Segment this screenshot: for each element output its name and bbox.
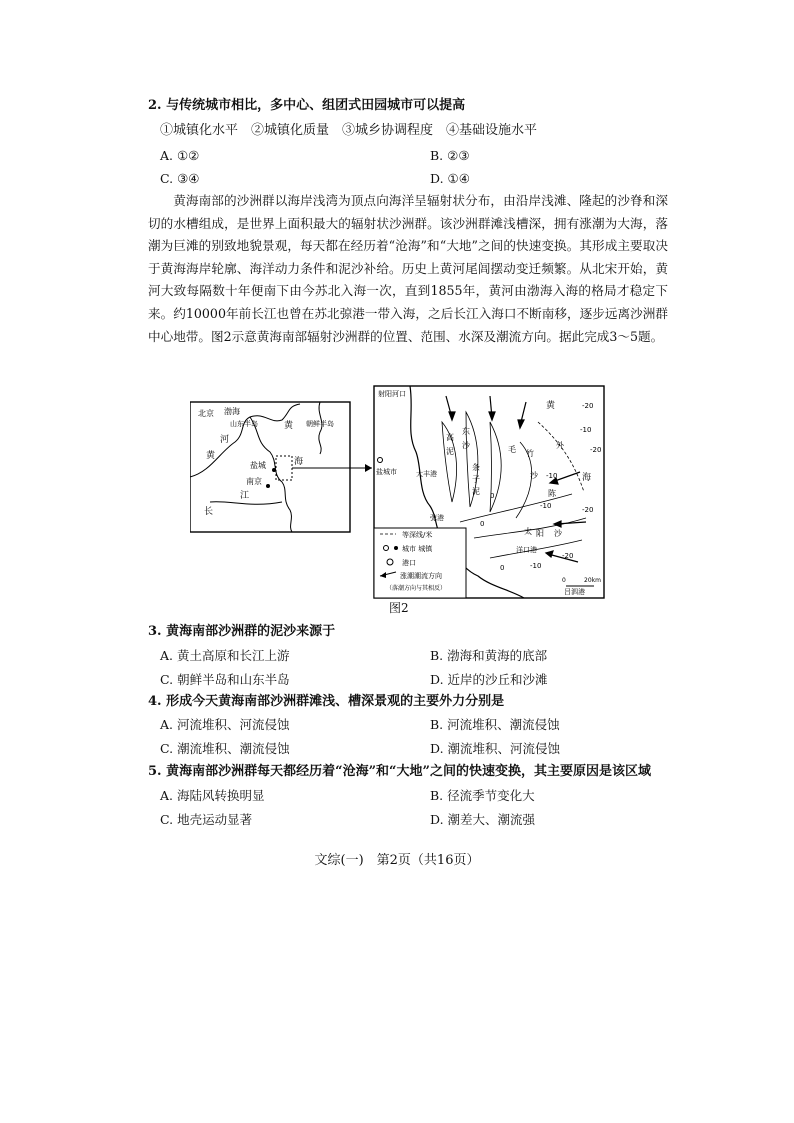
depth-label: 0 bbox=[480, 520, 485, 528]
label-sheyang: 射阳河口 bbox=[378, 390, 406, 398]
label-mao: 毛 bbox=[508, 445, 516, 454]
q4-option-b: B. 河流堆积、潮流侵蚀 bbox=[430, 717, 560, 732]
q3-option-a: A. 黄土高原和长江上游 bbox=[160, 648, 290, 663]
depth-label: -10 bbox=[540, 502, 552, 510]
q3-stem: 3. 黄海南部沙洲群的泥沙来源于 bbox=[148, 624, 336, 639]
inset-label-yellow-river: 黄 bbox=[206, 451, 216, 461]
q5-stem: 5. 黄海南部沙洲群每天都经历着“沧海”和“大地”之间的快速变换，其主要原因是该区域 bbox=[148, 764, 652, 779]
q3-option-d: D. 近岸的沙丘和沙滩 bbox=[430, 672, 548, 687]
depth-label: -20 bbox=[590, 446, 602, 454]
q5-option-a: A. 海陆风转换明显 bbox=[160, 788, 265, 803]
q3-option-b: B. 渤海和黄海的底部 bbox=[430, 648, 548, 663]
q2-items: ①城镇化水平 ②城镇化质量 ③城乡协调程度 ④基础设施水平 bbox=[160, 123, 538, 138]
label-ni: 泥 bbox=[472, 487, 480, 496]
label-ni2: 泥 bbox=[446, 447, 454, 456]
label-lvsi: 吕泗港 bbox=[564, 588, 585, 596]
q2-option-d: D. ①④ bbox=[430, 171, 470, 186]
legend-port: 港口 bbox=[402, 559, 416, 567]
depth-label: -10 bbox=[546, 472, 558, 480]
label-dong: 东 bbox=[462, 427, 470, 436]
label-chen: 陈 bbox=[548, 489, 556, 498]
label-yang: 阳 bbox=[536, 529, 544, 538]
q4-option-c: C. 潮流堆积、潮流侵蚀 bbox=[160, 741, 290, 756]
q4-stem: 4. 形成今天黄海南部沙洲群滩浅、槽深景观的主要外力分别是 bbox=[148, 694, 505, 709]
label-sha2: 沙 bbox=[530, 471, 538, 480]
inset-label-he: 河 bbox=[220, 435, 230, 445]
depth-label: 0 bbox=[490, 492, 495, 500]
label-dafeng: 大丰港 bbox=[416, 470, 437, 478]
main-map bbox=[374, 386, 604, 598]
q5-option-c: C. 地壳运动显著 bbox=[160, 812, 253, 827]
label-sha: 沙 bbox=[462, 441, 470, 450]
label-tiao: 条 bbox=[472, 463, 480, 472]
inset-label-korea: 朝鲜半岛 bbox=[306, 420, 334, 428]
reading-passage: 黄海南部的沙洲群以海岸浅湾为顶点向海洋呈辐射状分布，由沿岸浅滩、隆起的沙脊和深切的水槽组成，是世界上面积最大的辐射状沙洲群。该沙洲群滩浅槽深，拥有涨潮为大海，落潮为巨滩的别致地貌景观，每天都在经历着“沧海”和“大地”之间的快速变换。其形成主要取决于黄海海岸轮廓、海洋动力条件和泥沙补给。历史上黄河尾闾摆动变迁频繁。从北宋开始，黄河大致每隔数十年便南下由今苏北入海一次，直到1855年，黄河由渤海入海的格局才稳定下来。约10000年前长江也曾在苏北弶港一带入海，之后长江入海口不断南移，逐步远离沙洲群中心地带。图2示意黄海南部辐射沙洲群的位置、范围、水深及潮流方向。据此完成3～5题。 bbox=[148, 193, 668, 344]
label-sea-huang: 黄 bbox=[546, 401, 556, 411]
inset-label-nanjing: 南京 bbox=[246, 477, 262, 486]
label-gao: 高 bbox=[446, 433, 454, 442]
label-tai: 太 bbox=[524, 527, 532, 536]
inset-label-bohai: 渤海 bbox=[224, 407, 240, 416]
legend-city: 城市 城镇 bbox=[402, 545, 433, 553]
figure-2-map bbox=[190, 382, 610, 618]
q2-stem: 2. 与传统城市相比，多中心、组团式田园城市可以提高 bbox=[148, 98, 466, 113]
inset-label-hai: 海 bbox=[294, 457, 304, 467]
depth-label: -20 bbox=[562, 552, 574, 560]
label-sha3: 沙 bbox=[554, 529, 562, 538]
page-footer: 文综(一) 第2页（共16页） bbox=[314, 853, 480, 868]
inset-label-jiang: 江 bbox=[240, 491, 250, 501]
label-wai: 外 bbox=[556, 441, 564, 450]
inset-label-beijing: 北京 bbox=[198, 409, 214, 418]
inset-label-yellow-sea: 黄 bbox=[284, 421, 294, 431]
depth-label: -10 bbox=[530, 562, 542, 570]
depth-label: -20 bbox=[582, 402, 594, 410]
inset-label-yancheng: 盐城 bbox=[250, 461, 266, 470]
label-zhu: 竹 bbox=[526, 449, 534, 458]
q5-option-d: D. 潮差大、潮流强 bbox=[430, 812, 536, 827]
depth-label: -10 bbox=[580, 426, 592, 434]
legend-tide-note: （落潮方向与其相反） bbox=[386, 585, 447, 592]
inset-map bbox=[190, 402, 372, 532]
q4-option-a: A. 河流堆积、河流侵蚀 bbox=[160, 717, 290, 732]
label-zi: 子 bbox=[472, 475, 480, 484]
q4-option-d: D. 潮流堆积、河流侵蚀 bbox=[430, 741, 561, 756]
figure-caption: 图2 bbox=[389, 601, 409, 615]
q2-option-b: B. ②③ bbox=[430, 148, 470, 163]
scale-20km: 20km bbox=[584, 577, 601, 584]
scale-zero: 0 bbox=[562, 577, 566, 584]
q2-option-a: A. ①② bbox=[160, 148, 200, 163]
label-yangkou: 洋口港 bbox=[516, 546, 537, 554]
depth-label: -20 bbox=[582, 506, 594, 514]
label-jianggang: 弶港 bbox=[430, 514, 444, 522]
inset-label-shandong: 山东半岛 bbox=[230, 420, 258, 428]
q5-option-b: B. 径流季节变化大 bbox=[430, 788, 535, 803]
legend-tide: 涨潮潮流方向 bbox=[400, 572, 442, 580]
q2-option-c: C. ③④ bbox=[160, 171, 200, 186]
label-sea-hai: 海 bbox=[582, 473, 592, 483]
legend-isobath: 等深线/米 bbox=[402, 531, 433, 539]
label-yancheng: 盐城市 bbox=[376, 468, 397, 476]
q3-option-c: C. 朝鲜半岛和山东半岛 bbox=[160, 672, 290, 687]
depth-label: 0 bbox=[500, 564, 505, 572]
inset-label-chang: 长 bbox=[204, 507, 214, 517]
